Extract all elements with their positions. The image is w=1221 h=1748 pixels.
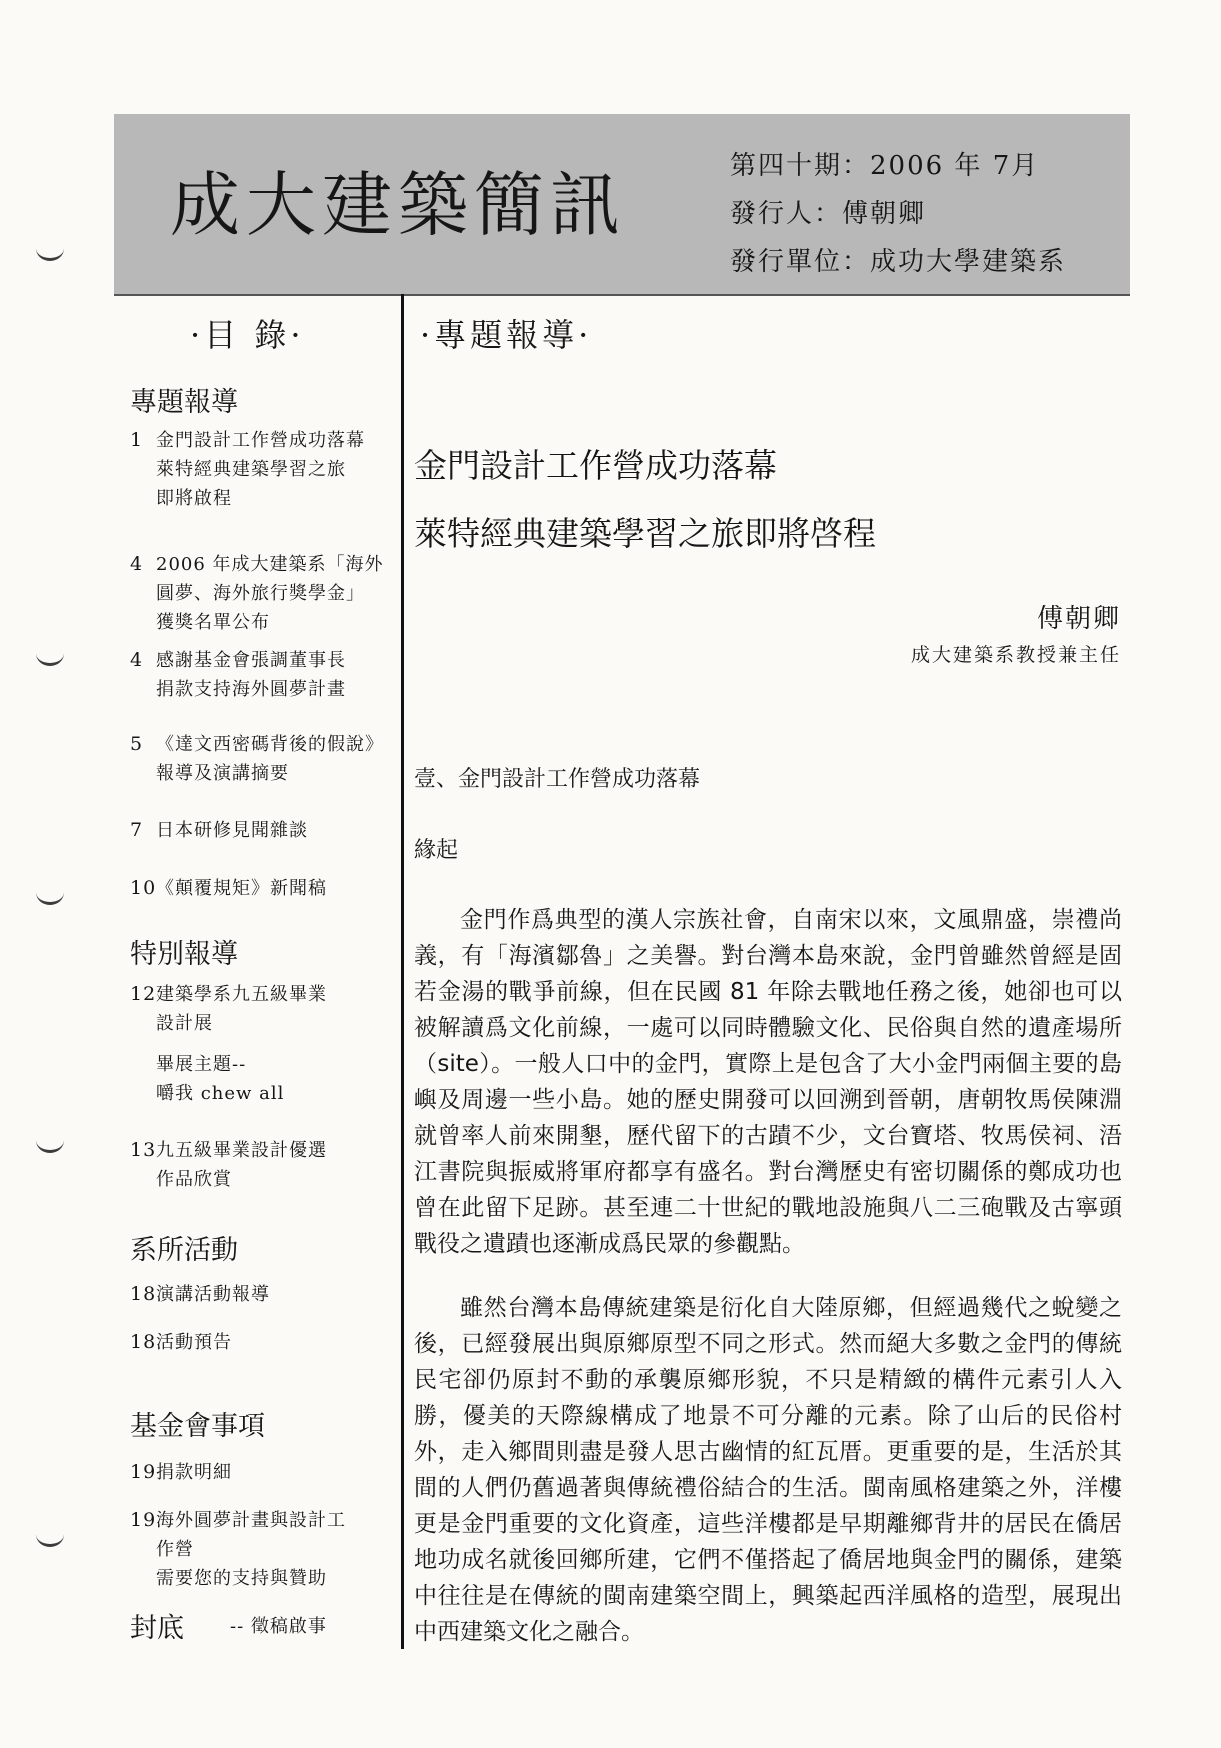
- toc-item-page: 7: [130, 819, 144, 841]
- toc-item-text: 日本研修見聞雜談: [156, 820, 308, 841]
- toc-item-text: 演講活動報導: [156, 1284, 270, 1305]
- back-cover-title: 封底: [130, 1613, 184, 1644]
- toc-item-page: 4: [130, 553, 144, 575]
- toc-item-text: 捐款支持海外圓夢計畫: [156, 679, 346, 700]
- punch-hole: [36, 236, 64, 261]
- body-paragraph: 金門作爲典型的漢人宗族社會，自南宋以來，文風鼎盛，崇禮尚義，有「海濱鄒魯」之美譽。對台灣本島來說，金門曾雖然曾經是固若金湯的戰爭前線，但在民國 81 年除去戰地任務之後，她卻也可以被解讀爲文化前線，一處可以同時體驗文化、民俗與自然的遺產場所（site）。一般人口中的金門，實際上是包含了大小金門兩個主要的島嶼及周邊一些小島。她的歷史開發可以回溯到晉朝，唐朝牧馬侯陳淵就曾率人前來開墾，歷代留下的古蹟不少，文台寶塔、牧馬侯祠、浯江書院與振威將軍府都享有盛名。對台灣歷史有密切關係的鄭成功也曾在此留下足跡。甚至連二十世紀的戰地設施與八二三砲戰及古寧頭戰役之遺蹟也逐漸成爲民眾的參觀點。: [414, 907, 1122, 1257]
- issue-line: 第四十期：2006 年 7月: [730, 151, 1040, 181]
- punch-hole: [36, 1128, 64, 1153]
- author-title: 成大建築系教授兼主任: [910, 644, 1121, 666]
- toc-item[interactable]: [130, 1136, 395, 1194]
- author-name: 傅朝卿: [1036, 604, 1121, 634]
- toc-item[interactable]: [130, 816, 395, 845]
- toc-item-page: 19: [130, 1509, 157, 1531]
- toc-heading: ·目 錄·: [190, 316, 305, 354]
- punch-hole: [36, 880, 64, 905]
- toc-item[interactable]: [130, 426, 395, 513]
- publisher-unit-line: 發行單位：成功大學建築系: [730, 247, 1067, 277]
- masthead-divider: [114, 294, 1130, 296]
- toc-item-page: 12: [130, 983, 157, 1005]
- toc-item-page: 5: [130, 733, 144, 755]
- newsletter-title: 成大建築簡訊: [170, 164, 626, 246]
- toc-item-text: 報導及演講摘要: [156, 763, 289, 784]
- toc-section-title: 特別報導: [130, 939, 238, 970]
- toc-item[interactable]: [130, 1280, 395, 1309]
- article-section-heading: ·專題報導·: [420, 316, 593, 354]
- toc-item[interactable]: [130, 646, 395, 704]
- body-paragraph: 雖然台灣本島傳統建築是衍化自大陸原鄉，但經過幾代之蛻變之後，已經發展出與原鄉原型不同之形式。然而絕大多數之金門的傳統民宅卻仍原封不動的承襲原鄉形貌，不只是精緻的構件元素引人入勝，優美的天際線構成了地景不可分離的元素。除了山后的民俗村外，走入鄉間則盡是發人思古幽情的紅瓦厝。更重要的是，生活於其間的人們仍舊過著與傳統禮俗結合的生活。閩南風格建築之外，洋樓更是金門重要的文化資產，這些洋樓都是早期離鄉背井的居民在僑居地功成名就後回鄉所建，它們不僅搭起了僑居地與金門的關係，建築中往往是在傳統的閩南建築空間上，興築起西洋風格的造型，展現出中西建築文化之融合。: [414, 1295, 1122, 1645]
- punch-hole: [36, 641, 64, 666]
- toc-item-text: 九五級畢業設計優選: [156, 1140, 327, 1161]
- back-cover-note: -- 徵稿啟事: [230, 1616, 327, 1637]
- toc-item[interactable]: [130, 980, 395, 1038]
- publisher-line: 發行人：傅朝卿: [730, 199, 927, 229]
- toc-item-text: 《達文西密碼背後的假說》: [156, 734, 384, 755]
- column-divider: [401, 294, 404, 1649]
- toc-item[interactable]: [130, 1458, 395, 1487]
- toc-item[interactable]: [130, 874, 395, 903]
- punch-hole: [36, 1522, 64, 1547]
- article-subtitle: 萊特經典建築學習之旅即將啓程: [414, 514, 876, 553]
- toc-item-text: 捐款明細: [156, 1462, 232, 1483]
- toc-item[interactable]: [130, 1050, 395, 1108]
- toc-item-text: 作品欣賞: [156, 1169, 232, 1190]
- toc-item[interactable]: [130, 1506, 395, 1593]
- toc-item-page: 13: [130, 1139, 157, 1161]
- toc-item-text: 獲獎名單公布: [156, 612, 270, 633]
- toc-item-page: 4: [130, 649, 144, 671]
- toc-item-text: 2006 年成大建築系「海外: [156, 554, 384, 575]
- toc-item-text: 海外圓夢計畫與設計工: [156, 1510, 346, 1531]
- toc-item-text: 《顛覆規矩》新聞稿: [156, 878, 327, 899]
- toc-item-text: 金門設計工作營成功落幕: [156, 430, 365, 451]
- toc-item-text: 設計展: [156, 1013, 213, 1034]
- toc-item-text: 畢展主題--: [156, 1054, 247, 1075]
- toc-item-text: 感謝基金會張調董事長: [156, 650, 346, 671]
- toc-item-text: 需要您的支持與贊助: [156, 1568, 327, 1589]
- section-heading: 壹、金門設計工作營成功落幕: [414, 767, 701, 792]
- article-title: 金門設計工作營成功落幕: [414, 446, 777, 485]
- toc-item-text: 活動預告: [156, 1332, 232, 1353]
- toc-item-text: 建築學系九五級畢業: [156, 984, 327, 1005]
- subsection-heading: 緣起: [414, 838, 459, 863]
- toc-item-page: 18: [130, 1283, 157, 1305]
- toc-item-text: 萊特經典建築學習之旅: [156, 459, 346, 480]
- toc-item-page: 10: [130, 877, 157, 899]
- toc-item[interactable]: [130, 1328, 395, 1357]
- toc-item-text: 作營: [156, 1539, 194, 1560]
- toc-item-page: 1: [130, 429, 144, 451]
- toc-item-text: 即將啟程: [156, 488, 232, 509]
- toc-section-title: 基金會事項: [130, 1411, 265, 1442]
- toc-item-text: 圓夢、海外旅行獎學金」: [156, 583, 365, 604]
- toc-item[interactable]: [130, 550, 395, 637]
- toc-section-title: 專題報導: [130, 387, 238, 418]
- toc-section-title: 系所活動: [130, 1235, 238, 1266]
- toc-item-page: 19: [130, 1461, 157, 1483]
- toc-item[interactable]: [130, 730, 395, 788]
- toc-item-text: 嚼我 chew all: [156, 1083, 285, 1104]
- toc-item-page: 18: [130, 1331, 157, 1353]
